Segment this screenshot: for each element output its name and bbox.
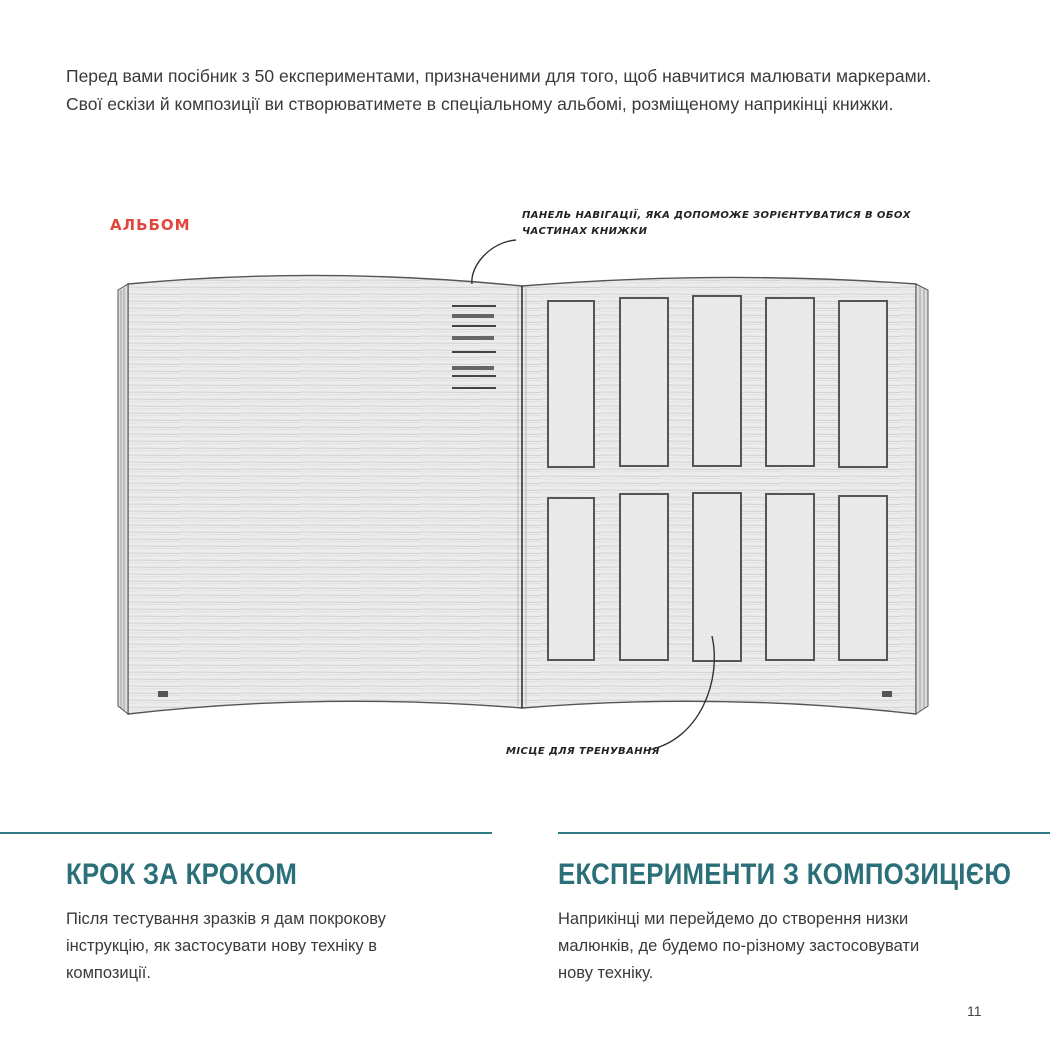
album-illustration — [0, 180, 1050, 780]
intro-paragraph: Перед вами посібник з 50 експериментами, призначеними для того, щоб навчитися малювати маркерами. Свої ескізи й композиції ви створюватимете в спеціальному альбомі, розміщеному наприкінці книжки. — [66, 66, 932, 114]
section-title-composition: ЕКСПЕРИМЕНТИ З КОМПОЗИЦІЄЮ — [558, 858, 1012, 891]
practice-callout: МІСЦЕ ДЛЯ ТРЕНУВАННЯ — [506, 746, 660, 757]
left-page — [128, 275, 522, 714]
book-drawing — [0, 180, 1050, 780]
nav-callout-line — [472, 240, 516, 284]
section-rule-right — [558, 832, 1050, 834]
section-rule-left — [0, 832, 492, 834]
album-label: АЛЬБОМ — [110, 216, 191, 234]
page-number: 11 — [967, 1003, 982, 1019]
nav-callout-line-1: ПАНЕЛЬ НАВІГАЦІЇ, ЯКА ДОПОМОЖЕ ЗОРІЄНТУВАТИСЯ В ОБОХ — [522, 210, 911, 221]
section-title-step-by-step: КРОК ЗА КРОКОМ — [66, 858, 298, 891]
section-text-step-by-step: Після тестування зразків я дам покрокову інструкцію, як застосувати нову техніку в композиції. — [66, 910, 386, 982]
section-text-composition: Наприкінці ми перейдемо до створення низки малюнків, де будемо по-різному застосовувати нову техніку. — [558, 910, 920, 982]
nav-callout-line-2: ЧАСТИНАХ КНИЖКИ — [522, 226, 648, 237]
